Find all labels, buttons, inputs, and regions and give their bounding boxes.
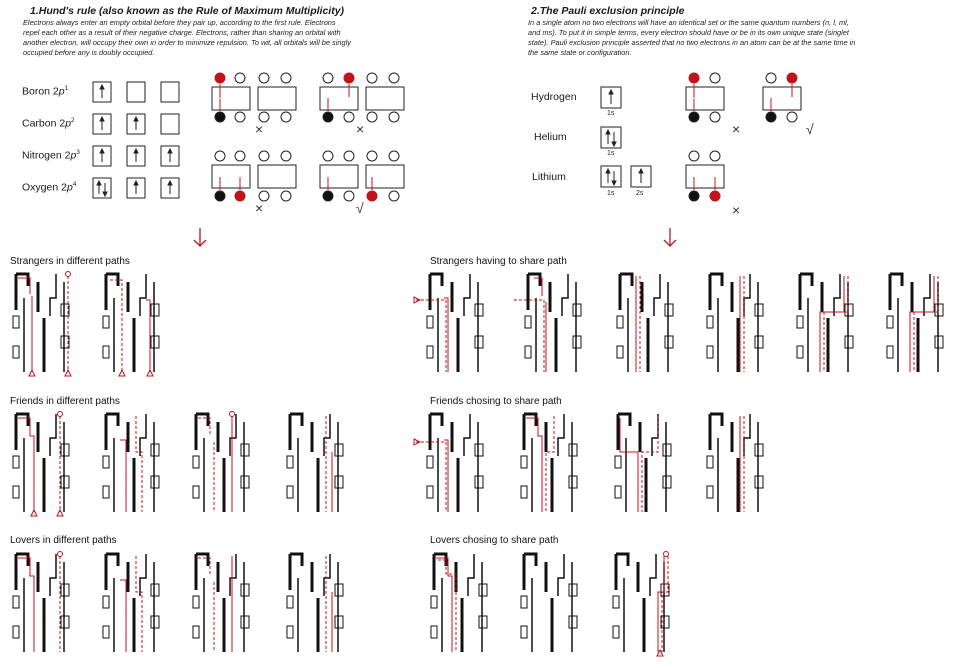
hund-mark-4: √ bbox=[356, 200, 364, 216]
orbital-label-he-1s: 1s bbox=[607, 150, 615, 157]
element-oxygen: Oxygen $2p^4$ bbox=[22, 181, 77, 194]
down-arrow-right bbox=[664, 228, 676, 246]
maze-friends-diff-3 bbox=[193, 412, 249, 513]
hund-mark-2: × bbox=[356, 121, 365, 137]
pauli-mark-1: × bbox=[732, 121, 741, 137]
element-hydrogen: Hydrogen bbox=[531, 91, 577, 103]
pauli-spin-arrows bbox=[606, 90, 643, 185]
pauli-mark-3: × bbox=[732, 202, 741, 218]
orbital-label-h-1s: 1s bbox=[607, 110, 615, 117]
element-helium: Helium bbox=[534, 131, 567, 143]
maze-friends-diff-1 bbox=[13, 412, 69, 517]
maze-friends-share-2 bbox=[521, 414, 577, 512]
maze-strangers-share-6 bbox=[887, 274, 943, 372]
maze-strangers-share-4 bbox=[707, 274, 763, 372]
pauli-title: 2.The Pauli exclusion principle bbox=[531, 5, 685, 17]
maze-friends-share-4 bbox=[707, 414, 763, 512]
maze-lovers-diff-3 bbox=[193, 554, 249, 652]
hund-mark-1: × bbox=[255, 121, 264, 137]
maze-friends-share-3 bbox=[615, 414, 671, 512]
heading-lovers-different: Lovers in different paths bbox=[10, 535, 117, 546]
orbital-label-li-1s: 1s bbox=[607, 190, 615, 197]
maze-lovers-share-1 bbox=[431, 554, 487, 652]
maze-lovers-share-4 bbox=[657, 552, 669, 657]
hund-electron-diagram-1 bbox=[212, 73, 296, 122]
orbital-label-li-2s: 2s bbox=[636, 190, 644, 197]
maze-lovers-share-2 bbox=[521, 554, 577, 652]
down-arrow-left bbox=[194, 228, 206, 246]
heading-friends-different: Friends in different paths bbox=[10, 396, 120, 407]
hund-electron-diagram-2 bbox=[320, 73, 404, 122]
heading-strangers-share: Strangers having to share path bbox=[430, 256, 567, 267]
heading-lovers-share: Lovers chosing to share path bbox=[430, 535, 559, 546]
hund-title: 1.Hund's rule (also known as the Rule of Maximum Multiplicity) bbox=[30, 5, 345, 17]
maze-friends-share-1 bbox=[414, 414, 483, 512]
element-boron: Boron $2p^1$ bbox=[22, 85, 69, 98]
pauli-paragraph: In a single atom no two electrons will have an identical set or the same quantum numbers (n, l, ml, and ms). To put it in simple terms, every electron should have or be in its own unique state (singlet state). Pauli exclusion principle asserted that no two electrons in an atom can be at the same time in the same state or configuration. bbox=[528, 18, 856, 57]
hund-electron-diagram-3 bbox=[212, 151, 296, 201]
maze-strangers-share-5 bbox=[797, 274, 853, 372]
hund-electron-diagram-4 bbox=[320, 151, 404, 201]
heading-strangers-different: Strangers in different paths bbox=[10, 256, 130, 267]
maze-friends-diff-2 bbox=[103, 414, 159, 512]
maze-strangers-share-1 bbox=[414, 274, 483, 372]
maze-lovers-diff-2 bbox=[103, 554, 159, 652]
pauli-electron-diagrams bbox=[686, 73, 801, 201]
element-carbon: Carbon $2p^2$ bbox=[22, 117, 75, 130]
maze-lovers-diff-1 bbox=[13, 552, 69, 653]
maze-strangers-diff-1 bbox=[13, 272, 71, 377]
maze-friends-diff-4 bbox=[287, 414, 343, 512]
hund-mark-3: × bbox=[255, 200, 264, 216]
maze-strangers-diff-2 bbox=[103, 274, 159, 376]
maze-strangers-share-2 bbox=[514, 274, 581, 372]
hund-paragraph: Electrons always enter an empty orbital before they pair up, according to the first rule. Electrons repel each other as a result of their negative charge. Electrons, rather than sharing an orbital with another electron, will occupy their own in order to minimize repulsion. To wit, all orbitals will be singly occupied before any is doubly occupied. bbox=[23, 18, 351, 57]
maze-lovers-share-3 bbox=[613, 554, 669, 652]
element-nitrogen: Nitrogen $2p^3$ bbox=[22, 149, 80, 162]
element-lithium: Lithium bbox=[532, 171, 566, 183]
maze-lovers-diff-4 bbox=[287, 554, 343, 652]
maze-strangers-share-3 bbox=[617, 274, 673, 372]
pauli-mark-2: √ bbox=[806, 121, 814, 137]
maze-grid bbox=[13, 272, 943, 657]
heading-friends-share: Friends chosing to share path bbox=[430, 396, 562, 407]
